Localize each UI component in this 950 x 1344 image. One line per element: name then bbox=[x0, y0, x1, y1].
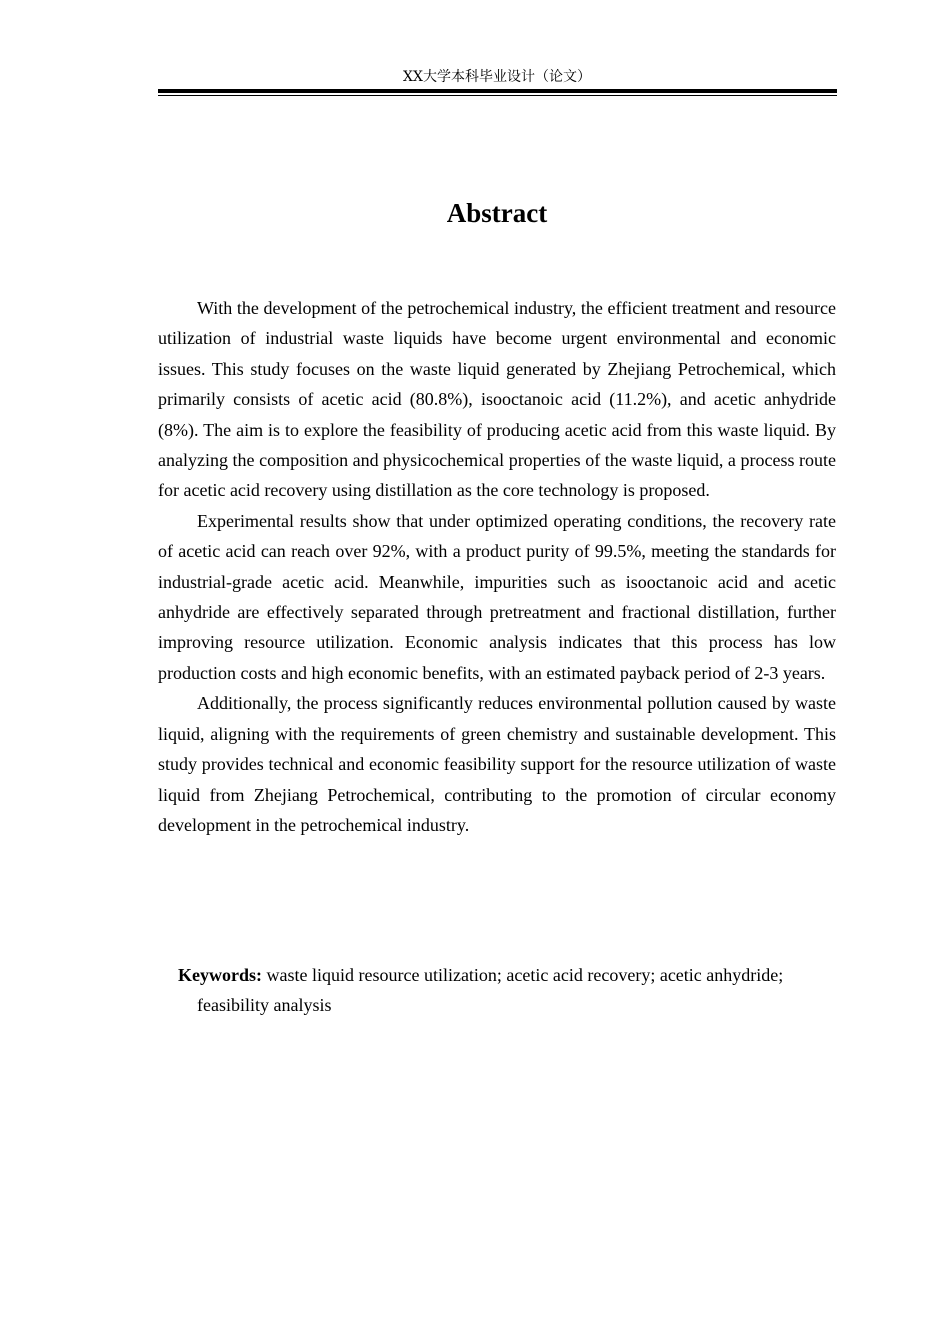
abstract-paragraph-2: Experimental results show that under optimized operating conditions, the recovery rate of acetic acid can reach over 92%, with a product purity of 99.5%, meeting the standards for industrial-grade acetic acid. Meanwhile, impurities such as isooctanoic acid and acetic anhydride are effectively separated through pretreatment and fractional distillation, further improving resource utilization. Economic analysis indicates that this process has low production costs and high economic benefits, with an estimated payback period of 2-3 years. bbox=[158, 510, 836, 683]
keywords-label: Keywords: bbox=[178, 965, 262, 985]
abstract-body bbox=[158, 293, 836, 840]
header-rule bbox=[158, 89, 837, 96]
abstract-title: Abstract bbox=[446, 198, 548, 228]
abstract-paragraph-3: Additionally, the process significantly reduces environmental pollution caused by waste liquid, aligning with the requirements of green chemistry and sustainable development. This study provides technical and economic feasibility support for the resource utilization of waste liquid from Zhejiang Petrochemical, contributing to the promotion of circular economy development in the petrochemical industry. bbox=[158, 693, 836, 835]
abstract-paragraph-1: With the development of the petrochemical industry, the efficient treatment and resource utilization of industrial waste liquids have become urgent environmental and economic issues. This study focuses on the waste liquid generated by Zhejiang Petrochemical, which primarily consists of acetic acid (80.8%), isooctanoic acid (11.2%), and acetic anhydride (8%). The aim is to explore the feasibility of producing acetic acid from this waste liquid. By analyzing the composition and physicochemical properties of the waste liquid, a process route for acetic acid recovery using distillation as the core technology is proposed. bbox=[158, 298, 836, 501]
running-header: XX大学本科毕业设计（论文） bbox=[403, 69, 591, 85]
keywords bbox=[178, 960, 837, 1021]
keywords-text: waste liquid resource utilization; acetic acid recovery; acetic anhydride; feasibility analysis bbox=[197, 965, 784, 1016]
